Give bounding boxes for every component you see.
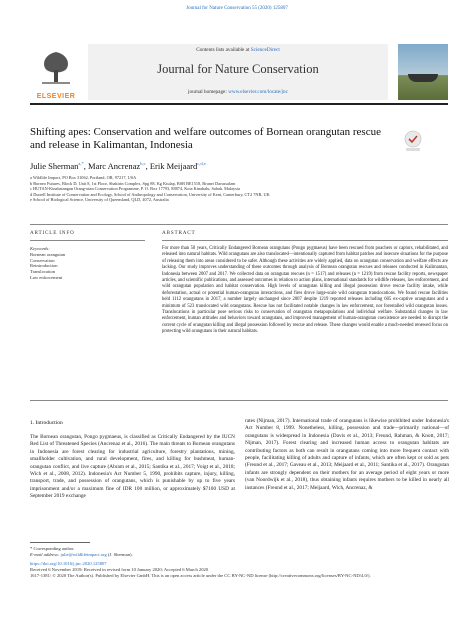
footnote-divider <box>30 542 90 543</box>
journal-cover-image[interactable] <box>398 44 448 100</box>
journal-header <box>30 44 448 102</box>
keywords-label: Keywords: <box>30 246 50 251</box>
affiliation-item: b Borneo Futures, Block D, Unit 8, 1st Floor, Shakirin Complex, Spg 88, Kg Kiulap, BSB BE1518, Brunei Darussalam <box>30 180 236 186</box>
affiliation-item: a Wildlife Impact, PO Box 31062, Portland, OR, 97217, USA <box>30 175 137 180</box>
doi-link[interactable]: https://doi.org/10.1016/j.jnc.2020.125807 <box>30 561 107 566</box>
email-suffix: (J. Sherman). <box>108 552 133 557</box>
homepage-link[interactable]: www.elsevier.com/locate/jnc <box>228 89 288 95</box>
email-link[interactable]: julie@wildlifeimpact.org <box>60 552 107 557</box>
keyword-item: Translocation <box>30 269 56 275</box>
journal-title[interactable]: Journal for Nature Conservation <box>157 62 319 76</box>
contents-prefix: Contents lists available at <box>196 47 250 53</box>
elsevier-tree-icon <box>36 46 76 86</box>
journal-homepage <box>88 89 388 95</box>
keyword-item: Law enforcement <box>30 274 63 280</box>
email-line <box>30 552 448 558</box>
cover-boat-shape <box>408 74 438 82</box>
header-divider <box>30 103 448 105</box>
footnotes <box>30 546 448 579</box>
copyright-notice: 1617-1381/ © 2020 The Author(s). Published by Elsevier GmbH. This is an open access article under the CC BY-NC-ND license (http://creativecommons.org/licenses/BY-NC-ND/4.0/). <box>30 573 371 578</box>
homepage-prefix: journal homepage: <box>188 89 227 95</box>
corresponding-author-note: * Corresponding author. <box>30 546 75 551</box>
keyword-item: Bornean orangutan <box>30 251 66 257</box>
affiliation-item: c HUTAN-Kinabatangan Orang-utan Conservation Programme, P. O. Box 17793, 88874, Kota Kinabalu, Sabah, Malaysia <box>30 186 240 192</box>
keywords-block <box>30 246 140 281</box>
abstract-divider <box>162 240 448 241</box>
author-name[interactable]: Marc Ancrenaz <box>88 161 141 171</box>
keyword-item: Conservation <box>30 257 55 263</box>
received-dates: Received 6 November 2019; Received in revised form 10 January 2020; Accepted 6 March 2020 <box>30 567 209 572</box>
author-affil-mark[interactable]: a,* <box>78 161 84 167</box>
affiliation-divider <box>30 224 448 225</box>
journal-banner <box>88 44 388 100</box>
journal-reference[interactable]: Journal for Nature Conservation 55 (2020) 125807 <box>186 6 288 11</box>
email-label: E-mail address: <box>30 552 60 557</box>
abstract-heading: ABSTRACT <box>162 230 196 236</box>
keyword-item: Reintroduction <box>30 263 58 269</box>
sciencedirect-link[interactable]: ScienceDirect <box>250 47 280 53</box>
elsevier-logo[interactable] <box>30 44 82 100</box>
author-name[interactable]: Erik Meijaard <box>149 161 198 171</box>
author-affil-mark[interactable]: c,d,e <box>197 161 206 167</box>
contents-line <box>88 47 388 53</box>
article-info-heading: ARTICLE INFO <box>30 230 75 236</box>
abstract-text: For more than 50 years, Critically Endangered Bornean orangutans (Pongo pygmaeus) have been rescued from poachers or captors, rehabilitated, and released into natural habitats. Wild orangutans are also translocated—intentionally captured from habitat patches and insecure situations for the purpose of releasing them into areas considered to be safer. Although these activities are widely applied, data on orangutan conservation and welfare effects are lacking. Our study improves understanding of these outcomes through analysis of Bornean orangutan rescues and releases conducted in Kalimantan, Indonesia between 2007 and 2017. We collected data on orangutan rescues (n = 1517) and releases (n = 1219) from rescue facility reports, newspaper articles, and scientific publications, and assessed outcomes in relation to action plans, international standards for wildlife releases, law enforcement, and wild orangutan population and habitat conservation. High levels of orangutan killing and illegal possession drove rescue facility intake, while deforestation, actual or potential human-orangutan interactions, and fires drove large-scale wild orangutan translocations. We found rescue facilities held 1112 orangutans in 2017, a number largely unchanged since 2007 despite 1219 reported releases including 605 ex-captive orangutans and a minimum of 523 translocated wild orangutans. Rescue has not facilitated notable changes in law enforcement, nor forestalled wild orangutan losses. Translocations in particular pose serious risks to conservation of orangutan metapopulations and individual welfare. Substantial changes in law enforcement, human attitudes and behaviors toward orangutans, and improved management of human-orangutan coexistence are needed to disrupt the current cycle of orangutan killing and illegal possession followed by rescue and release. These changes would enable a much-needed renewed focus on protecting wild orangutans in their natural habitats. <box>162 246 448 335</box>
publisher-name: ELSEVIER <box>36 93 76 100</box>
article-title: Shifting apes: Conservation and welfare outcomes of Bornean orangutan rescue and release in Kalimantan, Indonesia <box>30 126 381 151</box>
intro-right-column: rates (Nijman, 2017). International trade of orangutans is likewise prohibited under Indonesia's Act Number 8, 1999. Nonetheless, killing, possession and trade—primarily national—of orangutans is widespread in Indonesia (Davis et al., 2013; Freund, Rahman, & Knott, 2017; Nijman, 2017). Forest clearing and increased human access to orangutan habitats are contributing factors as both can result in orangutans coming into more frequent contact with people, facilitating killing of adults and capture of infants, which are often kept or sold as pets (Freund et al., 2017; Gaveau et al., 2013; Meijaard et al., 2011; Santika et al., 2017). Orangutan infants are strongly dependent on their mothers for an average period of eight years or more (van Noordwijk et al., 2018), thus obtaining infants requires mothers to be killed in nearly all instances (Freund et al., 2017; Meijaard, Wich, Ancrenaz, & <box>245 418 449 491</box>
affiliation-item: e School of Biological Science, University of Queensland, QLD, 4072, Australia <box>30 197 169 203</box>
author-list: Julie Sherman$^{a,*}$, Marc Ancrenaz$^{b,c}$, Erik Meijaard$^{c,d,e}$ <box>30 161 206 171</box>
author-affil-mark[interactable]: b,c <box>140 161 146 167</box>
intro-left-column: The Bornean orangutan, Pongo pygmaeus, is classified as Critically Endangered by the IUCN Red List of Threatened Species (Ancrenaz et al., 2016). The main threats to Bornean orangutans in Indonesia are forest clearing for industrial agriculture, forestry plantations, mining, smallholder cultivation, and rural development, fires, and killing for bushmeat, human-orangutan conflict, and live capture (Abram et al., 2015; Santika et al., 2017; Voigt et al., 2018; Wich et al., 2008, 2012). Indonesia's Act Number 5, 1990, prohibits capture, injury, killing, transport, trade, and possession of orangutans, which is punishable by up to five years imprisonment and/or a maximum fine of IDR 100 million, or approximately $7100 USD at September 2019 exchange <box>30 434 235 500</box>
abstract-end-divider <box>30 400 448 401</box>
author-name[interactable]: Julie Sherman <box>30 161 79 171</box>
section-heading-introduction: 1. Introduction <box>30 420 63 426</box>
affiliations <box>30 175 448 203</box>
info-divider <box>30 240 145 241</box>
affiliation-item: d Durrell Institute of Conservation and Ecology, School of Anthropology and Conservation, University of Kent, Canterbury, CT2 7NR, UK <box>30 191 270 197</box>
check-for-updates-icon[interactable] <box>404 130 422 152</box>
